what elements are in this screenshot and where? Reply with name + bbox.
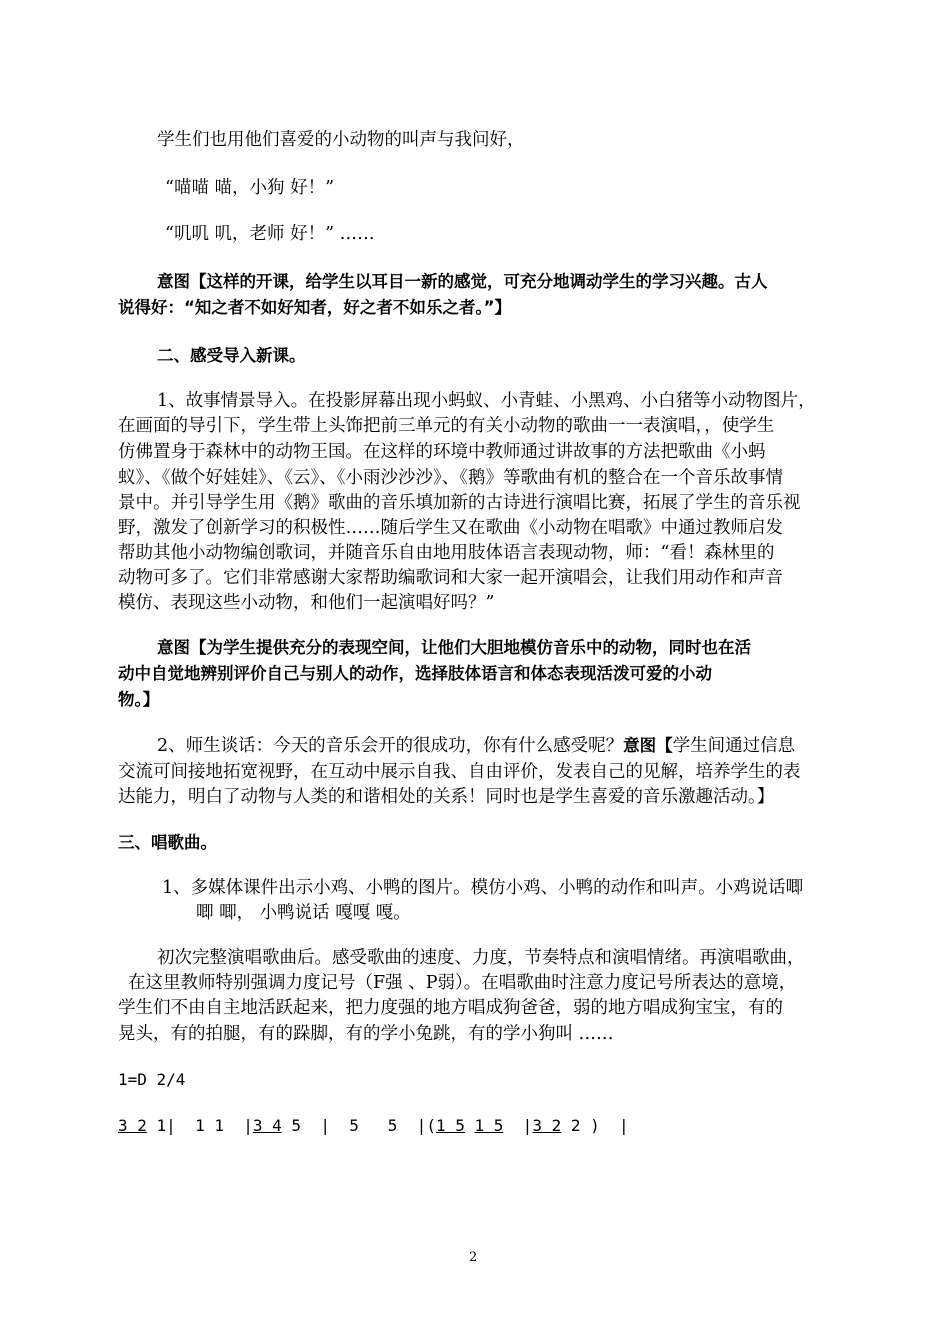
media-line-1: 1、多媒体课件出示小鸡、小鸭的图片。模仿小鸡、小鸭的动作和叫声。小鸡说话唧 [162, 878, 804, 898]
story-line: 野，激发了创新学习的积极性……随后学生又在歌曲《小动物在唱歌》中通过教师启发 [118, 518, 783, 538]
note-group: 3 4 [252, 1116, 282, 1135]
media-line-2: 唧 唧， 小鸭说话 嘎嘎 嘎。 [196, 903, 411, 923]
greeting-cat: “喵喵 喵，小狗 好！” [165, 178, 335, 198]
page-number: 2 [469, 1250, 478, 1265]
note-group: 3 2 [118, 1116, 147, 1135]
note-group: 2 ) [561, 1116, 620, 1135]
talk-line: 达能力，明白了动物与人类的和谐相处的关系！同时也是学生喜爱的音乐激趣活动。】 [118, 787, 775, 807]
talk-text: 学生间通过信息 [672, 736, 796, 756]
intent-2-line: 物。】 [118, 690, 160, 709]
section-2-heading: 二、感受导入新课。 [157, 346, 306, 365]
bar-line: | [416, 1116, 427, 1135]
sing-line: 初次完整演唱歌曲后。感受歌曲的速度、力度，节奏特点和演唱情绪。再演唱歌曲， [157, 948, 805, 968]
talk-line: 交流可间接地拓宽视野，在互动中展示自我、自由评价，发表自己的见解，培养学生的表 [118, 762, 801, 782]
note-group: 1 1 [175, 1116, 244, 1135]
story-line: 帮助其他小动物编创歌词，并随音乐自由地用肢体语言表现动物，师：“看！森林里的 [118, 543, 775, 563]
note-group: 1 [146, 1116, 167, 1135]
talk-prefix: 2、师生谈话：今天的音乐会开的很成功，你有什么感受呢？ [157, 736, 624, 756]
note-group: 1 5 [435, 1116, 465, 1135]
story-line: 蚁》、《做个好娃娃》、《云》、《小雨沙沙沙》、《鹅》等歌曲有机的整合在一个音乐故事情 [118, 468, 783, 488]
story-line: 模仿、表现这些小动物，和他们一起演唱好吗？” [118, 593, 495, 613]
note-group: 5 [281, 1116, 321, 1135]
story-line: 仿佛置身于森林中的动物王国。在这样的环境中教师通过讲故事的方法把歌曲《小蚂 [118, 442, 766, 462]
notation-key: 1=D 2/4 [118, 1070, 186, 1089]
note-group: 1 5 [474, 1116, 504, 1135]
sing-line: 在这里教师特别强调力度记号（F强 、P弱）。在唱歌曲时注意力度记号所表达的意境， [128, 973, 797, 993]
intent-2-line: 动中自觉地辨别评价自己与别人的动作，选择肢体语言和体态表现活泼可爱的小动 [118, 664, 712, 683]
bar-line: | [166, 1116, 176, 1135]
talk-intent-label: 意图【 [623, 736, 673, 755]
section-3-heading: 三、唱歌曲。 [118, 833, 217, 852]
note-group: 3 2 [532, 1116, 562, 1135]
talk-line-1 [157, 734, 795, 758]
sing-line: 学生们不由自主地活跃起来，把力度强的地方唱成狗爸爸，弱的地方唱成狗宝宝，有的 [118, 998, 783, 1018]
bar-line: | [320, 1116, 330, 1135]
note-group: ( [426, 1116, 436, 1135]
bar-line: | [522, 1116, 533, 1135]
bar-line: | [243, 1116, 253, 1135]
intent-1-line-2: 说得好：“知之者不如好知者，好之者不如乐之者。”】 [118, 298, 511, 317]
sing-line: 晃头，有的拍腿，有的跺脚，有的学小兔跳，有的学小狗叫 …… [118, 1024, 614, 1044]
intent-2-line: 意图【为学生提供充分的表现空间，让他们大胆地模仿音乐中的动物，同时也在活 [157, 638, 751, 657]
story-line: 1、故事情景导入。在投影屏幕出现小蚂蚁、小青蛙、小黑鸡、小白猪等小动物图片， [157, 391, 816, 411]
story-line: 动物可多了。它们非常感谢大家帮助编歌词和大家一起开演唱会，让我们用动作和声音 [118, 568, 783, 588]
intent-1-line-1: 意图【这样的开课，给学生以耳目一新的感觉，可充分地调动学生的学习兴趣。古人 [157, 272, 768, 291]
greeting-dog: “叽叽 叽，老师 好！” …… [165, 224, 375, 244]
story-line: 在画面的导引下，学生带上头饰把前三单元的有关小动物的歌曲一一表演唱，，使学生 [118, 416, 775, 436]
notation-line [118, 1114, 629, 1138]
bar-line: | [619, 1116, 629, 1135]
note-group: 5 5 [329, 1116, 417, 1135]
story-line: 景中。并引导学生用《鹅》歌曲的音乐填加新的古诗进行演唱比赛，拓展了学生的音乐视 [118, 493, 801, 513]
greeting-intro: 学生们也用他们喜爱的小动物的叫声与我问好， [157, 130, 525, 150]
